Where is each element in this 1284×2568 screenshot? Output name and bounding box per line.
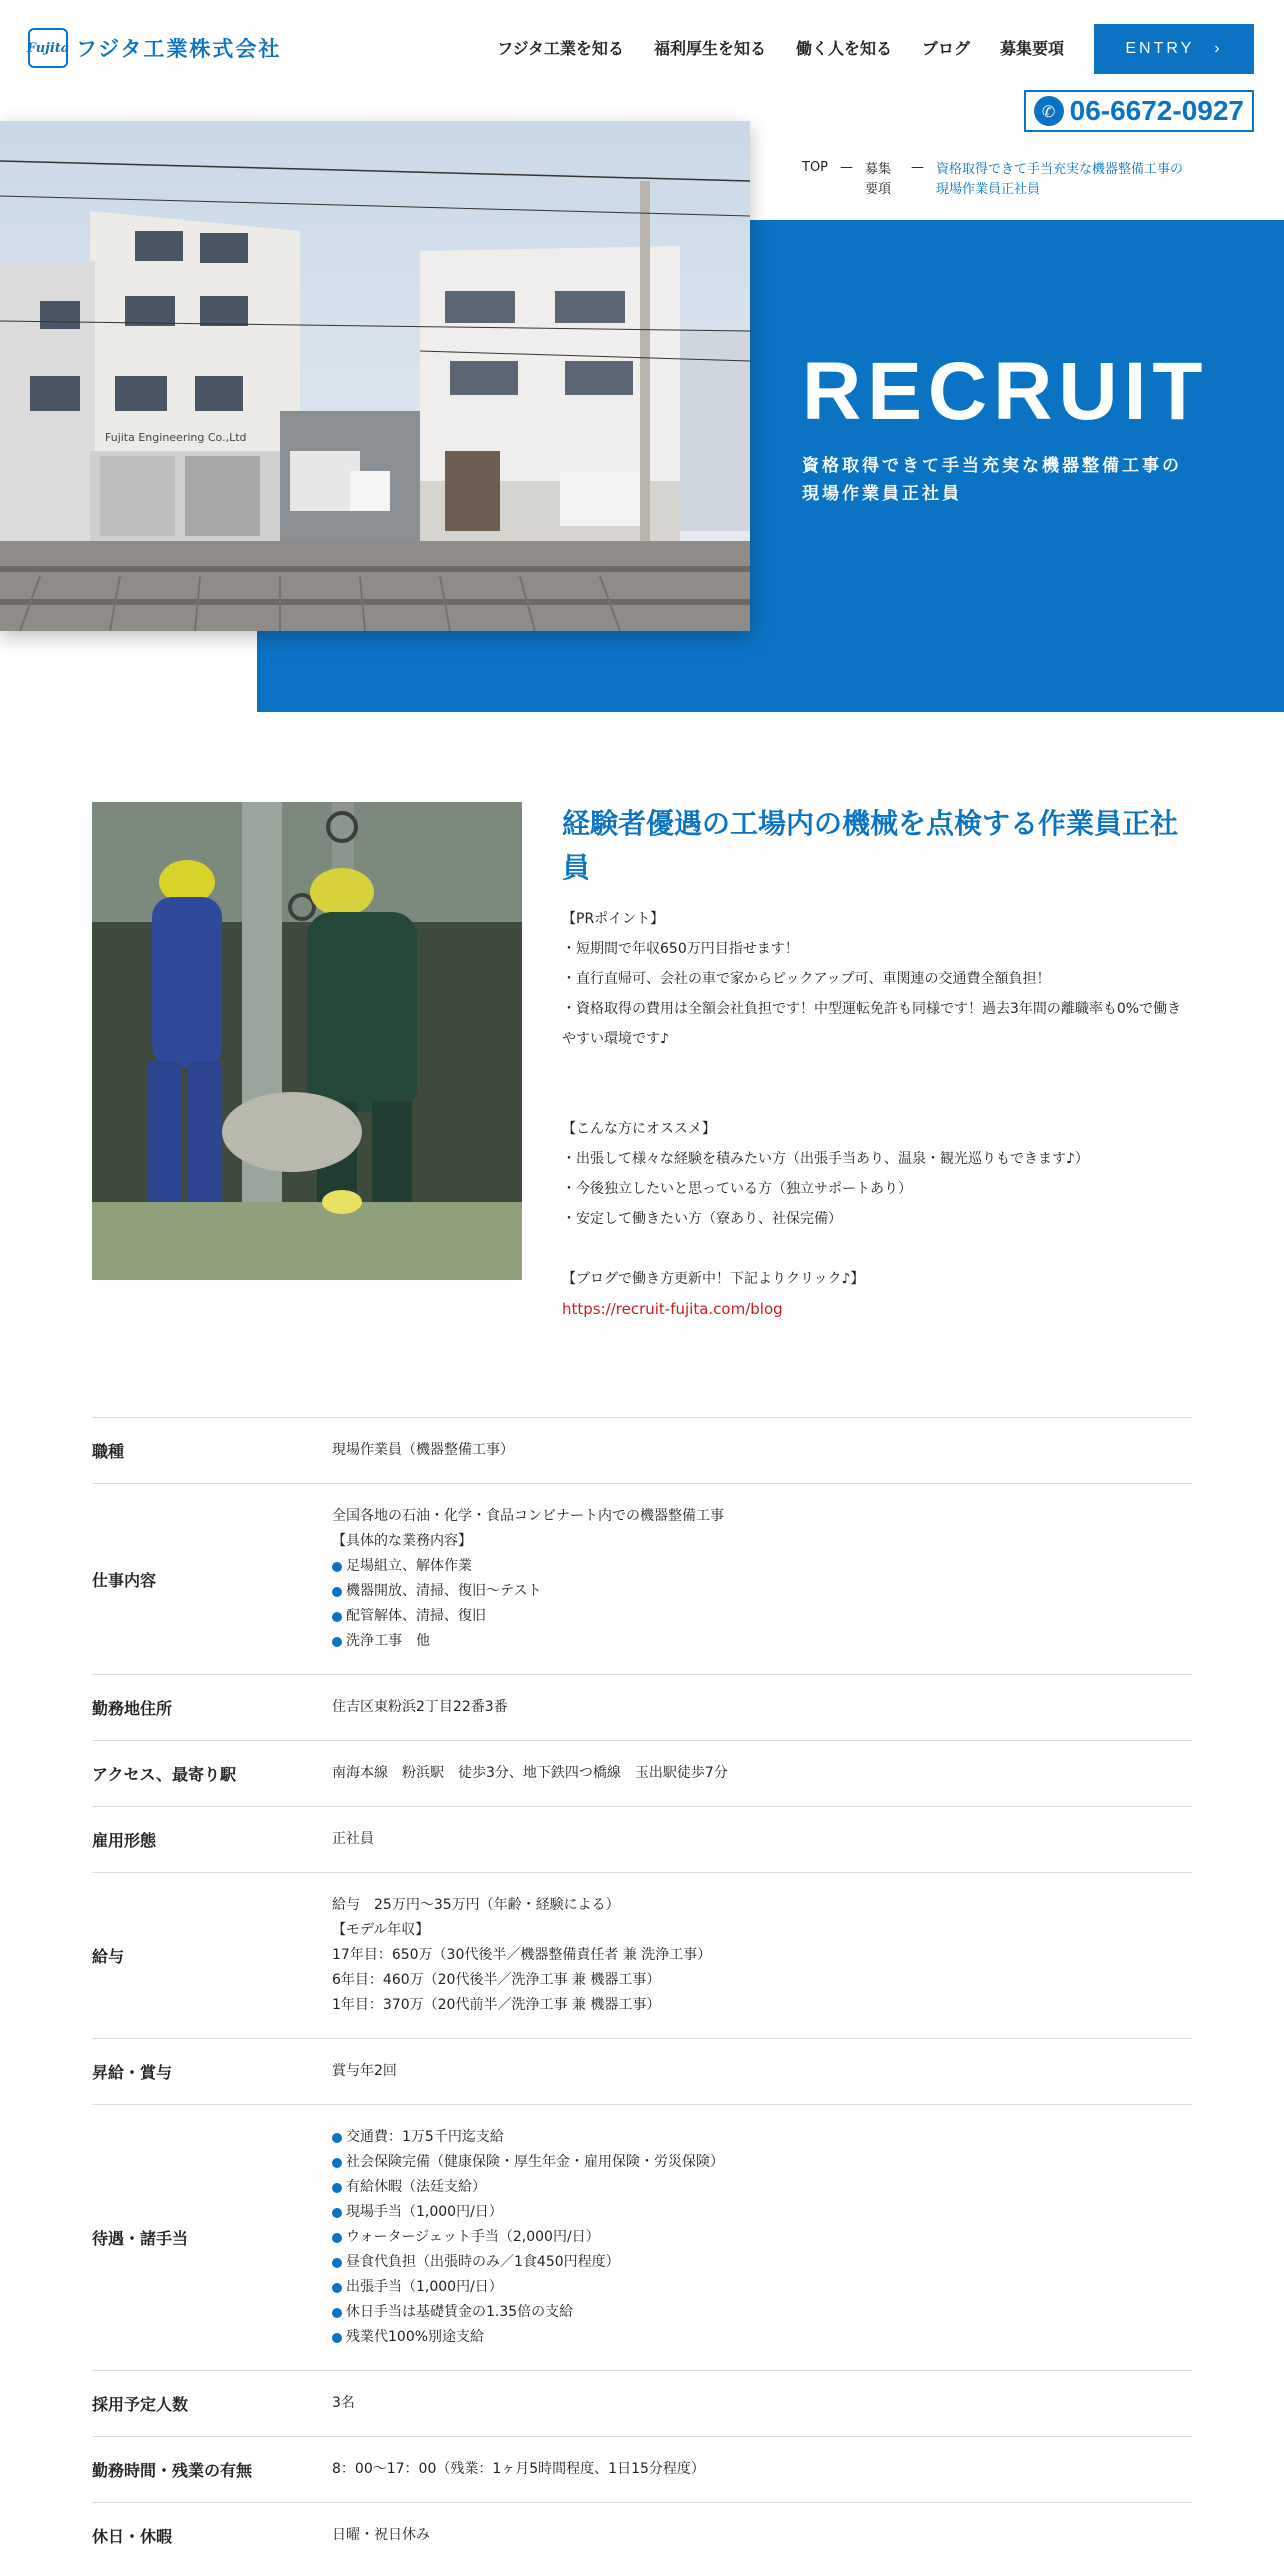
salary-line: 給与 25万円～35万円（年齢・経験による） <box>332 1897 620 1913</box>
company-logo[interactable] <box>28 28 281 68</box>
row-value: 正社員 <box>332 1831 374 1847</box>
table-row <box>92 1418 1192 1484</box>
list-item: 配管解体、清掃、復旧 <box>332 1604 1192 1629</box>
breadcrumb-separator: — <box>911 160 925 175</box>
hero-building-photo <box>0 121 750 631</box>
list-item: 交通費：1万5千円迄支給 <box>332 2125 1192 2150</box>
recommend-line: ・出張して様々な経験を積みたい方（出張手当あり、温泉・観光巡りもできます♪） <box>562 1151 1089 1167</box>
row-label: 勤務時間・残業の有無 <box>92 2461 253 2480</box>
salary-line: 1年目：370万（20代前半／洗浄工事 兼 機器工事） <box>332 1997 661 2013</box>
salary-line: 【モデル年収】 <box>332 1922 430 1938</box>
table-row <box>92 2437 1192 2503</box>
table-row <box>92 2039 1192 2105</box>
salary-line: 17年目：650万（30代後半／機器整備責任者 兼 洗浄工事） <box>332 1947 712 1963</box>
nav-people[interactable]: 働く人を知る <box>795 39 892 58</box>
bullet-icon <box>332 2133 342 2143</box>
table-row <box>92 2371 1192 2437</box>
nav-benefits[interactable]: 福利厚生を知る <box>653 39 766 58</box>
entry-button[interactable] <box>1094 24 1254 74</box>
recommend-heading: 【こんな方にオススメ】 <box>562 1121 716 1137</box>
row-label: 雇用形態 <box>92 1831 157 1850</box>
list-item: 出張手当（1,000円/日） <box>332 2275 1192 2300</box>
breadcrumb-recruit[interactable]: 募集要項 <box>865 162 892 197</box>
entry-label: ENTRY <box>1125 40 1195 57</box>
bullet-icon <box>332 2283 342 2293</box>
bullet-icon <box>332 2333 342 2343</box>
list-item: 残業代100%別途支給 <box>332 2325 1192 2350</box>
list-item: 社会保険完備（健康保険・厚生年金・雇用保険・労災保険） <box>332 2150 1192 2175</box>
pr-line: ・直行直帰可、会社の車で家からピックアップ可、車関連の交通費全額負担！ <box>562 971 1051 987</box>
bullet-icon <box>332 1637 342 1647</box>
list-item: 足場組立、解体作業 <box>332 1554 1192 1579</box>
breadcrumb <box>802 160 1186 200</box>
photo-company-sign: Fujita Engineering Co.,Ltd <box>105 431 247 444</box>
logo-text: フジタ工業株式会社 <box>76 37 282 61</box>
salary-line: 6年目：460万（20代後半／洗浄工事 兼 機器工事） <box>332 1972 661 1988</box>
row-label: 昇給・賞与 <box>92 2063 173 2082</box>
bullet-icon <box>332 2158 342 2168</box>
blog-heading: 【ブログで働き方更新中！下記よりクリック♪】 <box>562 1271 865 1287</box>
row-label: 待遇・諸手当 <box>92 2229 189 2248</box>
list-item: 洗浄工事 他 <box>332 1629 1192 1654</box>
job-title: 経験者優遇の工場内の機械を点検する作業員正社員 <box>562 807 1179 884</box>
bullet-icon <box>332 1587 342 1597</box>
bullet-icon <box>332 2183 342 2193</box>
recommend-line: ・安定して働きたい方（寮あり、社保完備） <box>562 1211 842 1227</box>
site-header <box>0 0 1284 100</box>
pr-points <box>562 904 1192 1325</box>
breadcrumb-top[interactable]: TOP <box>802 160 829 175</box>
bullet-icon <box>332 1612 342 1622</box>
list-item: 現場手当（1,000円/日） <box>332 2200 1192 2225</box>
row-value: 賞与年2回 <box>332 2063 397 2079</box>
hero-subtitle: 資格取得できて手当充実な機器整備工事の現場作業員正社員 <box>802 456 1182 504</box>
table-row <box>92 1873 1192 2039</box>
list-item: ウォータージェット手当（2,000円/日） <box>332 2225 1192 2250</box>
nav-blog[interactable]: ブログ <box>921 39 970 58</box>
nav-recruit[interactable]: 募集要項 <box>999 39 1064 58</box>
phone-number: 06-6672-0927 <box>1069 95 1244 126</box>
row-label: 休日・休暇 <box>92 2527 173 2546</box>
phone-icon: ✆ <box>1034 96 1064 126</box>
row-value: 南海本線 粉浜駅 徒歩3分、地下鉄四つ橋線 玉出駅徒歩7分 <box>332 1765 728 1781</box>
intro-section <box>562 802 1192 1325</box>
bullet-icon <box>332 2208 342 2218</box>
bullet-icon <box>332 2233 342 2243</box>
nav-about-company[interactable]: フジタ工業を知る <box>497 39 624 58</box>
main-nav <box>497 36 1064 59</box>
list-item: 機器開放、清掃、復旧～テスト <box>332 1579 1192 1604</box>
row-value <box>332 1484 1192 1674</box>
row-value: 現場作業員（機器整備工事） <box>332 1442 514 1458</box>
bullet-icon <box>332 2258 342 2268</box>
work-intro: 全国各地の石油・化学・食品コンビナート内での機器整備工事 <box>332 1508 724 1524</box>
row-label: アクセス、最寄り駅 <box>92 1765 237 1784</box>
row-value: 8：00～17：00（残業：1ヶ月5時間程度、1日15分程度） <box>332 2461 705 2477</box>
row-label: 採用予定人数 <box>92 2395 189 2414</box>
table-row <box>92 2503 1192 2568</box>
row-value: 3名 <box>332 2395 355 2411</box>
list-item: 休日手当は基礎賃金の1.35倍の支給 <box>332 2300 1192 2325</box>
chevron-right-icon: › <box>1214 40 1223 57</box>
row-value: 日曜・祝日休み <box>332 2527 430 2543</box>
recommend-line: ・今後独立したいと思っている方（独立サポートあり） <box>562 1181 912 1197</box>
table-row <box>92 1807 1192 1873</box>
work-sub: 【具体的な業務内容】 <box>332 1533 472 1549</box>
table-row <box>92 2105 1192 2371</box>
table-row <box>92 1741 1192 1807</box>
row-label: 職種 <box>92 1442 125 1461</box>
row-label: 給与 <box>92 1947 125 1966</box>
breadcrumb-current: 資格取得できて手当充実な機器整備工事の現場作業員正社員 <box>936 162 1184 197</box>
pr-line: ・資格取得の費用は全額会社負担です！中型運転免許も同様です！過去3年間の離職率も0%で働きやすい環境です♪ <box>562 1001 1182 1047</box>
row-value <box>332 1873 1192 2038</box>
list-item: 有給休暇（法廷支給） <box>332 2175 1192 2200</box>
list-item: 昼食代負担（出張時のみ／1食450円程度） <box>332 2250 1192 2275</box>
pr-heading: 【PRポイント】 <box>562 911 665 927</box>
workers-photo <box>92 802 522 1280</box>
row-label: 勤務地住所 <box>92 1699 173 1718</box>
row-label: 仕事内容 <box>92 1570 157 1590</box>
phone-contact[interactable] <box>1024 90 1254 132</box>
hero-title: RECRUIT <box>802 346 1209 437</box>
table-row <box>92 1675 1192 1741</box>
bullet-icon <box>332 1562 342 1572</box>
row-value: 住吉区東粉浜2丁目22番3番 <box>332 1699 508 1715</box>
bullet-icon <box>332 2308 342 2318</box>
breadcrumb-separator: — <box>840 160 854 175</box>
table-row <box>92 1484 1192 1675</box>
pr-line: ・短期間で年収650万円目指せます！ <box>562 941 799 957</box>
blog-link[interactable]: https://recruit-fujita.com/blog <box>562 1300 783 1318</box>
logo-mark-icon: Fujita <box>28 28 68 68</box>
row-value <box>332 2105 1192 2370</box>
job-details-table <box>92 1417 1192 2568</box>
